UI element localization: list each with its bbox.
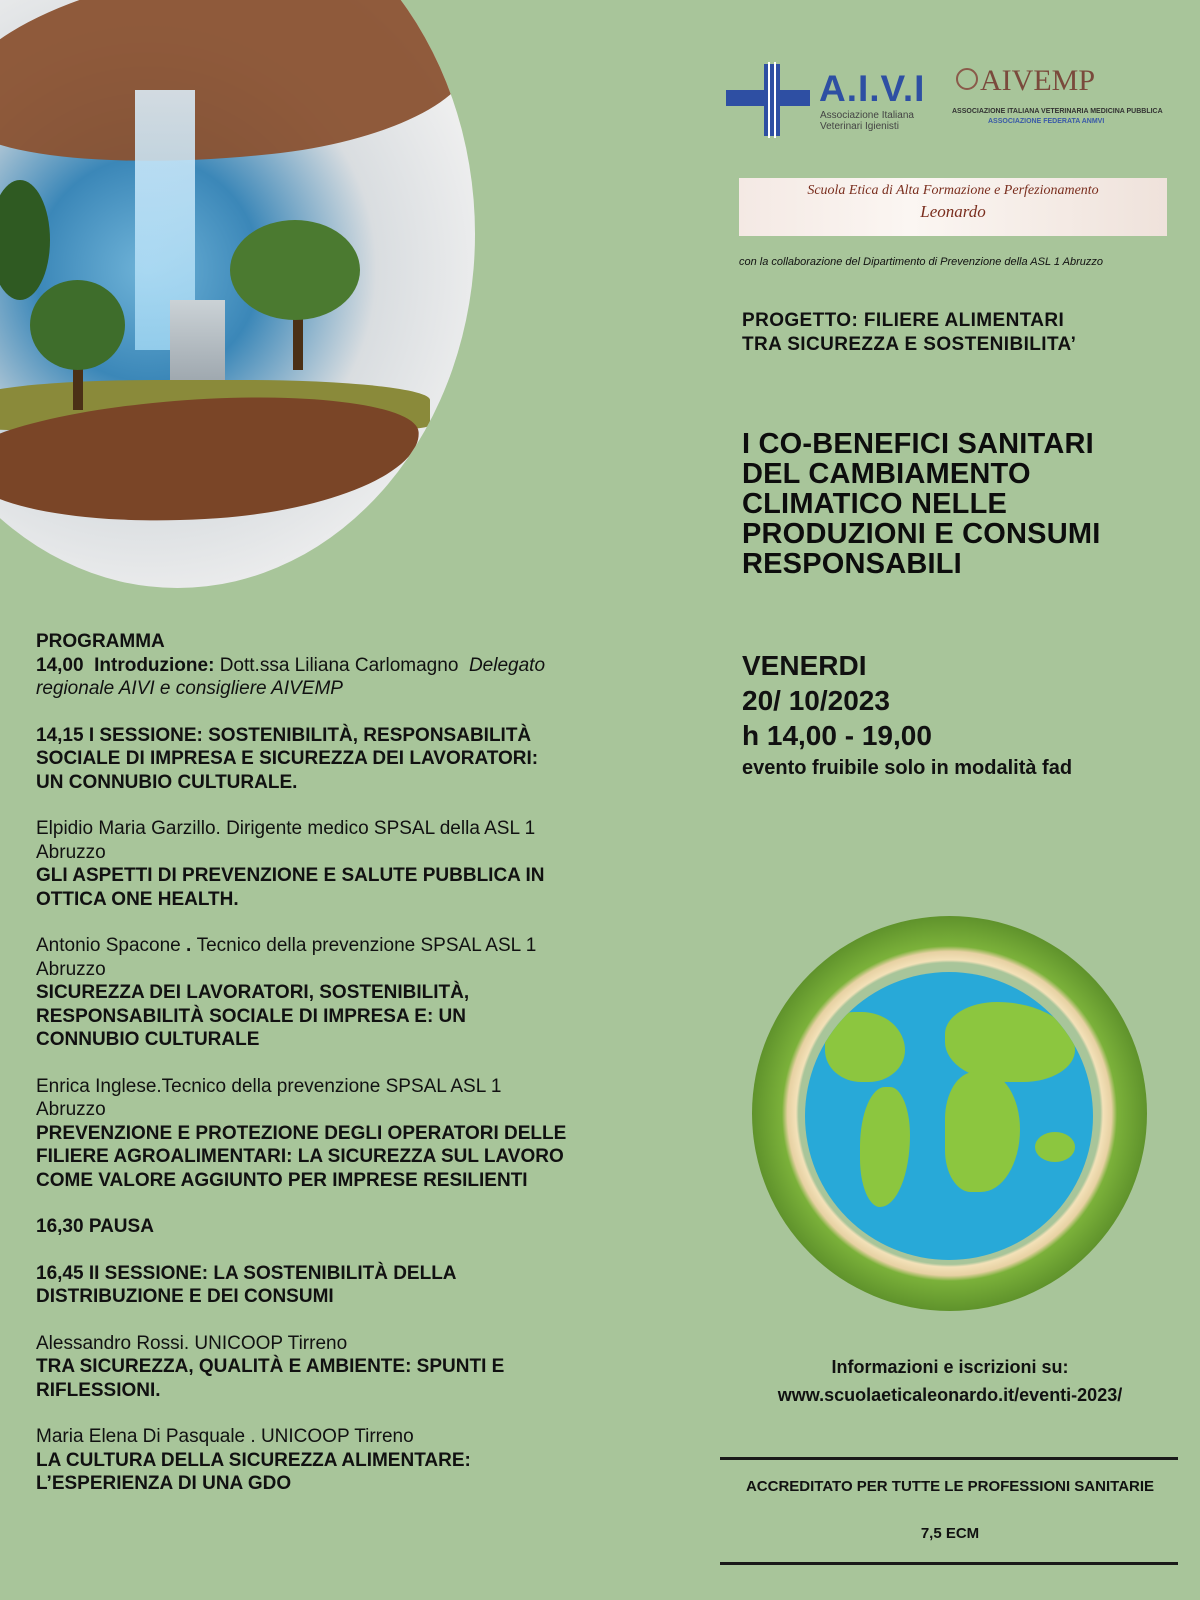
- project-title: [742, 309, 1076, 357]
- tree-far-left: [0, 180, 50, 300]
- collaboration-note: con la collaborazione del Dipartimento di Prevenzione della ASL 1 Abruzzo: [739, 256, 1104, 268]
- aivemp-seal-icon: [956, 68, 978, 90]
- program-heading: PROGRAMMA: [36, 631, 165, 652]
- intro-time: 14,00: [36, 654, 84, 676]
- session-2-line2: DISTRIBUZIONE E DEI CONSUMI: [36, 1286, 334, 1307]
- talk-5: [36, 1425, 708, 1496]
- title-line4: PRODUZIONI E CONSUMI: [742, 518, 1101, 550]
- talk-2-title-line3: CONNUBIO CULTURALE: [36, 1029, 260, 1050]
- title-line5: RESPONSABILI: [742, 548, 962, 580]
- divider-bottom: [720, 1562, 1178, 1565]
- intro-role: Delegato: [468, 654, 546, 676]
- tree-right: [230, 220, 360, 320]
- aivi-subtitle-line1: Associazione Italiana: [820, 110, 914, 121]
- caduceus-icon: [768, 62, 776, 138]
- ecm-credits: 7,5 ECM: [920, 1525, 980, 1542]
- partner-logos: [726, 60, 1166, 140]
- talk-3: [36, 1075, 708, 1193]
- upper-hand-shape: [0, 0, 475, 187]
- info-label: Informazioni e iscrizioni su:: [831, 1357, 1069, 1377]
- title-line3: CLIMATICO NELLE: [742, 488, 1008, 520]
- project-line1: PROGETTO: FILIERE ALIMENTARI: [742, 310, 1065, 331]
- title-line1: I CO-BENEFICI SANITARI: [742, 428, 1094, 460]
- hero-nature-hands-image: [0, 0, 475, 588]
- talk-2-title-line2: RESPONSABILITÀ SOCIALE DI IMPRESA E: UN: [36, 1005, 466, 1027]
- talk-4-title: TRA SICUREZZA, QUALITÀ E AMBIENTE: SPUNTI E: [36, 1356, 505, 1377]
- intro-role-line2: regionale AIVI e consigliere AIVEMP: [36, 678, 343, 699]
- talk-2-speaker: [36, 934, 708, 958]
- aivemp-federation: ASSOCIAZIONE FEDERATA ANMVI: [988, 118, 1105, 125]
- session-1-line3: UN CONNUBIO CULTURALE.: [36, 771, 298, 793]
- school-name-line1: Scuola Etica di Alta Formazione e Perfezionamento: [807, 183, 1099, 198]
- project-line2: TRA SICUREZZA E SOSTENIBILITA’: [742, 334, 1077, 355]
- talk-1-title-line2: OTTICA ONE HEALTH.: [36, 888, 239, 910]
- aivi-subtitle: [820, 110, 940, 132]
- aivemp-subtitle: ASSOCIAZIONE ITALIANA VETERINARIA MEDICINA PUBBLICA: [952, 108, 1163, 115]
- talk-2-title: SICUREZZA DEI LAVORATORI, SOSTENIBILITÀ,: [36, 982, 470, 1003]
- session-1-line1: 14,15 I SESSIONE: SOSTENIBILITÀ, RESPONSABILITÀ: [36, 724, 532, 746]
- talk-4-title-line2: RIFLESSIONI.: [36, 1379, 161, 1401]
- talk-4: [36, 1332, 708, 1403]
- talk-2-name: Antonio Spacone: [36, 935, 181, 956]
- info-url-link[interactable]: www.scuolaeticaleonardo.it/eventi-2023/: [777, 1385, 1123, 1405]
- talk-3-speaker-line2: Abruzzo: [36, 1099, 106, 1120]
- session-1-heading: [36, 724, 708, 795]
- talk-2: [36, 934, 708, 1052]
- talk-1-speaker-line2: Abruzzo: [36, 841, 106, 863]
- earth-globe-icon: [805, 972, 1093, 1260]
- accreditation-text: ACCREDITATO PER TUTTE LE PROFESSIONI SANITARIE: [745, 1478, 1155, 1495]
- aivi-subtitle-line2: Veterinari Igienisti: [820, 121, 899, 132]
- aivi-logo-text: A.I.V.I: [819, 68, 926, 109]
- session-2-heading: [36, 1262, 708, 1309]
- talk-1: [36, 817, 708, 911]
- talk-5-speaker: Maria Elena Di Pasquale . UNICOOP Tirreno: [36, 1426, 414, 1447]
- program-section: [36, 630, 708, 1519]
- talk-2-role-line2: Abruzzo: [36, 958, 106, 980]
- aivemp-logo-text: AIVEMP: [980, 64, 1096, 97]
- info-section: [700, 1353, 1200, 1409]
- talk-4-speaker: Alessandro Rossi. UNICOOP Tirreno: [36, 1332, 348, 1354]
- talk-5-title-line2: L’ESPERIENZA DI UNA GDO: [36, 1473, 292, 1494]
- event-date: 20/ 10/2023: [742, 685, 890, 716]
- talk-1-title: GLI ASPETTI DI PREVENZIONE E SALUTE PUBBLICA IN: [36, 865, 545, 886]
- school-name-line2: Leonardo: [920, 202, 986, 221]
- land-south-america: [860, 1087, 910, 1207]
- event-day: VENERDI: [742, 650, 867, 681]
- intro-speaker: Dott.ssa Liliana Carlomagno: [219, 654, 459, 676]
- talk-5-title: LA CULTURA DELLA SICUREZZA ALIMENTARE:: [36, 1449, 471, 1471]
- school-leonardo-banner: [739, 178, 1167, 236]
- session-2-line1: 16,45 II SESSIONE: LA SOSTENIBILITÀ DELLA: [36, 1262, 457, 1284]
- event-title: [742, 429, 1100, 579]
- title-line2: DEL CAMBIAMENTO: [742, 458, 1031, 490]
- tree-left: [30, 280, 125, 370]
- talk-3-speaker: Enrica Inglese.Tecnico della prevenzione SPSAL ASL 1: [36, 1075, 502, 1097]
- session-1-line2: SOCIALE DI IMPRESA E SICUREZZA DEI LAVORATORI:: [36, 748, 539, 769]
- land-africa: [945, 1072, 1020, 1192]
- land-australia: [1035, 1132, 1075, 1162]
- event-date-block: [742, 648, 1072, 783]
- talk-2-dot: .: [180, 935, 197, 956]
- divider-top: [720, 1457, 1178, 1460]
- event-mode: evento fruibile solo in modalità fad: [742, 757, 1073, 779]
- talk-2-role: Tecnico della prevenzione SPSAL ASL 1: [196, 935, 537, 956]
- event-time: h 14,00 - 19,00: [742, 720, 932, 751]
- talk-1-speaker: Elpidio Maria Garzillo. Dirigente medico SPSAL della ASL 1: [36, 818, 536, 839]
- talk-3-title-line2: FILIERE AGROALIMENTARI: LA SICUREZZA SUL LAVORO: [36, 1146, 564, 1167]
- program-intro-block: [36, 630, 708, 701]
- intro-label: Introduzione:: [94, 654, 215, 676]
- talk-3-title-line3: COME VALORE AGGIUNTO PER IMPRESE RESILIENTI: [36, 1169, 528, 1191]
- land-north-america: [825, 1012, 905, 1082]
- talk-3-title: PREVENZIONE E PROTEZIONE DEGLI OPERATORI DELLE: [36, 1122, 567, 1144]
- pause: 16,30 PAUSA: [36, 1216, 154, 1237]
- intro-line: [36, 654, 708, 678]
